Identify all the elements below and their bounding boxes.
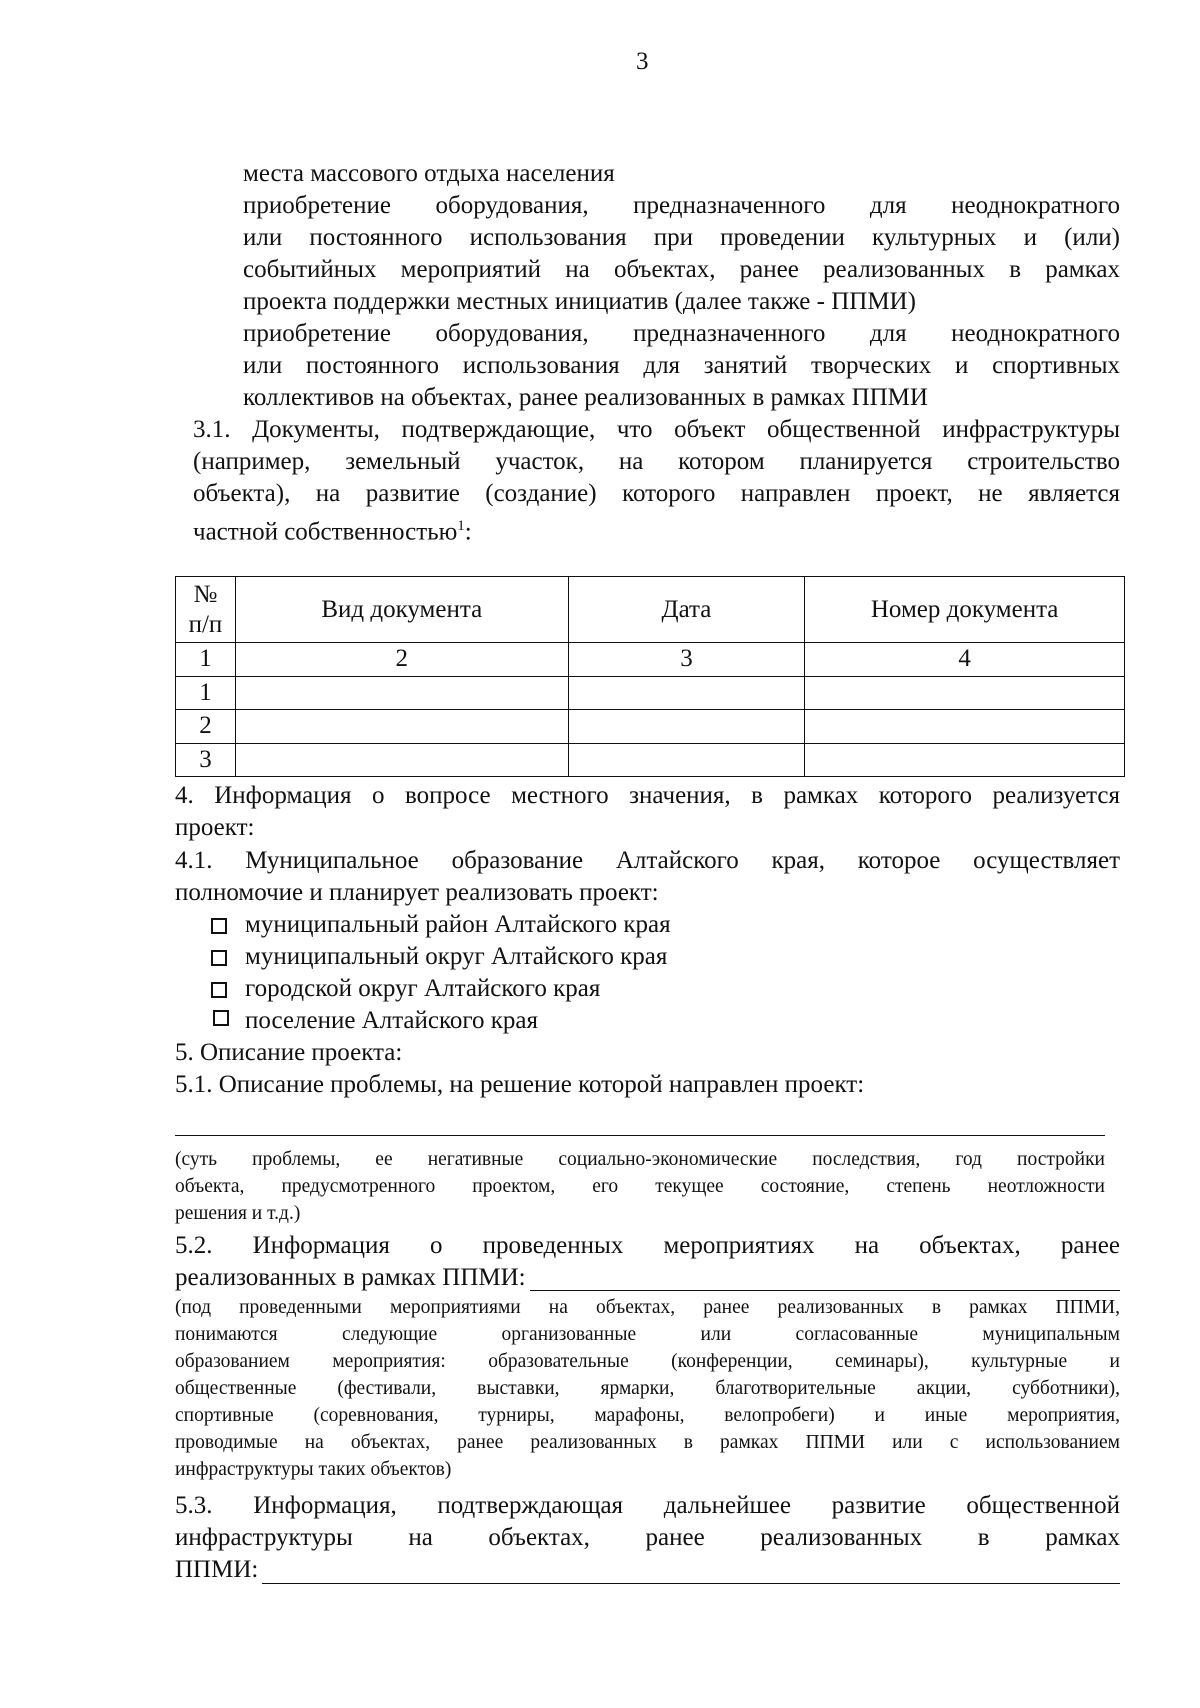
table-cell: 3: [176, 743, 236, 777]
option-municipal-district: муниципальный район Алтайского края: [245, 911, 671, 938]
section-3-1-colon: :: [464, 518, 472, 546]
table-cell[interactable]: [235, 710, 568, 744]
table-row: [176, 676, 1125, 710]
table-row: [176, 743, 1125, 777]
table-cell[interactable]: [568, 743, 805, 777]
table-numbering-row: [176, 643, 1125, 677]
header-date: Дата: [568, 577, 805, 643]
note-5-2-line7: инфраструктуры таких объектов): [175, 1459, 452, 1480]
list-item-equipment-events-line1: приобретение оборудования, предназначенного для неоднократного: [243, 192, 1120, 219]
page-number: 3: [636, 48, 649, 75]
checkbox-city-okrug[interactable]: [211, 982, 227, 998]
table-cell: 1: [176, 643, 236, 677]
list-item-mass-recreation: места массового отдыха населения: [243, 160, 615, 187]
answer-line-5-2[interactable]: [530, 1290, 1120, 1291]
footnote-ref: 1: [457, 518, 465, 534]
header-doc-number: Номер документа: [805, 577, 1125, 643]
list-item-equipment-events-line3: событийных мероприятий на объектах, ранее реализованных в рамках: [243, 256, 1120, 283]
section-3-1-line1: 3.1. Документы, подтверждающие, что объект общественной инфраструктуры: [193, 416, 1120, 443]
table-cell[interactable]: [805, 710, 1125, 744]
header-no: [176, 577, 236, 643]
answer-line-5-3[interactable]: [262, 1583, 1120, 1584]
note-5-1-line3: решения и т.д.): [175, 1203, 301, 1224]
list-item-equipment-events-line2: или постоянного использования при проведении культурных и (или): [243, 224, 1120, 251]
checkbox-settlement[interactable]: [213, 1010, 229, 1026]
section-5-3-line3: ППМИ:: [175, 1556, 259, 1583]
table-row: [176, 710, 1125, 744]
section-3-1-line3: объекта), на развитие (создание) которого направлен проект, не является: [193, 480, 1120, 507]
table-cell: 2: [176, 710, 236, 744]
section-5-2-line1: 5.2. Информация о проведенных мероприятиях на объектах, ранее: [175, 1232, 1120, 1259]
note-5-2-line3: образованием мероприятия: образовательные (конференции, семинары), культурные и: [175, 1351, 1120, 1372]
list-item-equipment-collectives-line3: коллективов на объектах, ранее реализованных в рамках ППМИ: [243, 384, 928, 411]
section-4-1-line2: полномочие и планирует реализовать проект:: [175, 879, 659, 906]
table-cell[interactable]: [568, 676, 805, 710]
section-5-2-line2: реализованных в рамках ППМИ:: [175, 1264, 526, 1291]
note-5-2-line2: понимаются следующие организованные или согласованные муниципальным: [175, 1324, 1120, 1345]
table-cell: 4: [805, 643, 1125, 677]
section-5: 5. Описание проекта:: [175, 1039, 403, 1066]
list-item-equipment-collectives-line1: приобретение оборудования, предназначенного для неоднократного: [243, 320, 1120, 347]
checkbox-municipal-okrug[interactable]: [211, 950, 227, 966]
table-cell: 3: [568, 643, 805, 677]
note-5-2-line5: спортивные (соревнования, турниры, марафоны, велопробеги) и иные мероприятия,: [175, 1405, 1120, 1426]
section-4-line1: 4. Информация о вопросе местного значения, в рамках которого реализуется: [175, 782, 1120, 809]
checkbox-municipal-district[interactable]: [211, 918, 227, 934]
note-5-1-line2: объекта, предусмотренного проектом, его текущее состояние, степень неотложности: [175, 1176, 1105, 1197]
header-no-pp: п/п: [188, 610, 223, 638]
section-5-3-line2: инфраструктуры на объектах, ранее реализованных в рамках: [175, 1524, 1120, 1551]
answer-line-5-1[interactable]: [175, 1135, 1105, 1136]
section-4-1-line1: 4.1. Муниципальное образование Алтайского края, которое осуществляет: [175, 847, 1120, 874]
table-cell[interactable]: [805, 676, 1125, 710]
list-item-equipment-events-line4: проекта поддержки местных инициатив (далее также - ППМИ): [243, 288, 916, 315]
section-5-3-line1: 5.3. Информация, подтверждающая дальнейшее развитие общественной: [175, 1492, 1120, 1519]
table-cell: 1: [176, 676, 236, 710]
table-cell[interactable]: [568, 710, 805, 744]
table-cell: 2: [235, 643, 568, 677]
option-settlement: поселение Алтайского края: [245, 1007, 539, 1034]
section-3-1-line2: (например, земельный участок, на котором планируется строительство: [193, 448, 1120, 475]
option-municipal-okrug: муниципальный округ Алтайского края: [245, 943, 668, 970]
section-3-1-last-text: частной собственностью: [193, 518, 458, 546]
header-no-symbol: №: [193, 580, 218, 608]
table-cell[interactable]: [235, 743, 568, 777]
note-5-2-line6: проводимые на объектах, ранее реализованных в рамках ППМИ или с использованием: [175, 1432, 1120, 1453]
note-5-2-line4: общественные (фестивали, выставки, ярмарки, благотворительные акции, субботники),: [175, 1378, 1120, 1399]
option-city-okrug: городской округ Алтайского края: [245, 975, 601, 1002]
section-5-1: 5.1. Описание проблемы, на решение которой направлен проект:: [175, 1071, 865, 1098]
note-5-2-line1: (под проведенными мероприятиями на объектах, ранее реализованных в рамках ППМИ,: [175, 1297, 1120, 1318]
table-header-row: [176, 577, 1125, 643]
section-3-1-line4: [193, 510, 472, 548]
table-cell[interactable]: [805, 743, 1125, 777]
section-4-line2: проект:: [175, 814, 255, 841]
documents-table: [175, 576, 1125, 777]
table-cell[interactable]: [235, 676, 568, 710]
header-doc-type: Вид документа: [235, 577, 568, 643]
list-item-equipment-collectives-line2: или постоянного использования для занятий творческих и спортивных: [243, 352, 1120, 379]
note-5-1-line1: (суть проблемы, ее негативные социально-экономические последствия, год постройки: [175, 1149, 1105, 1170]
